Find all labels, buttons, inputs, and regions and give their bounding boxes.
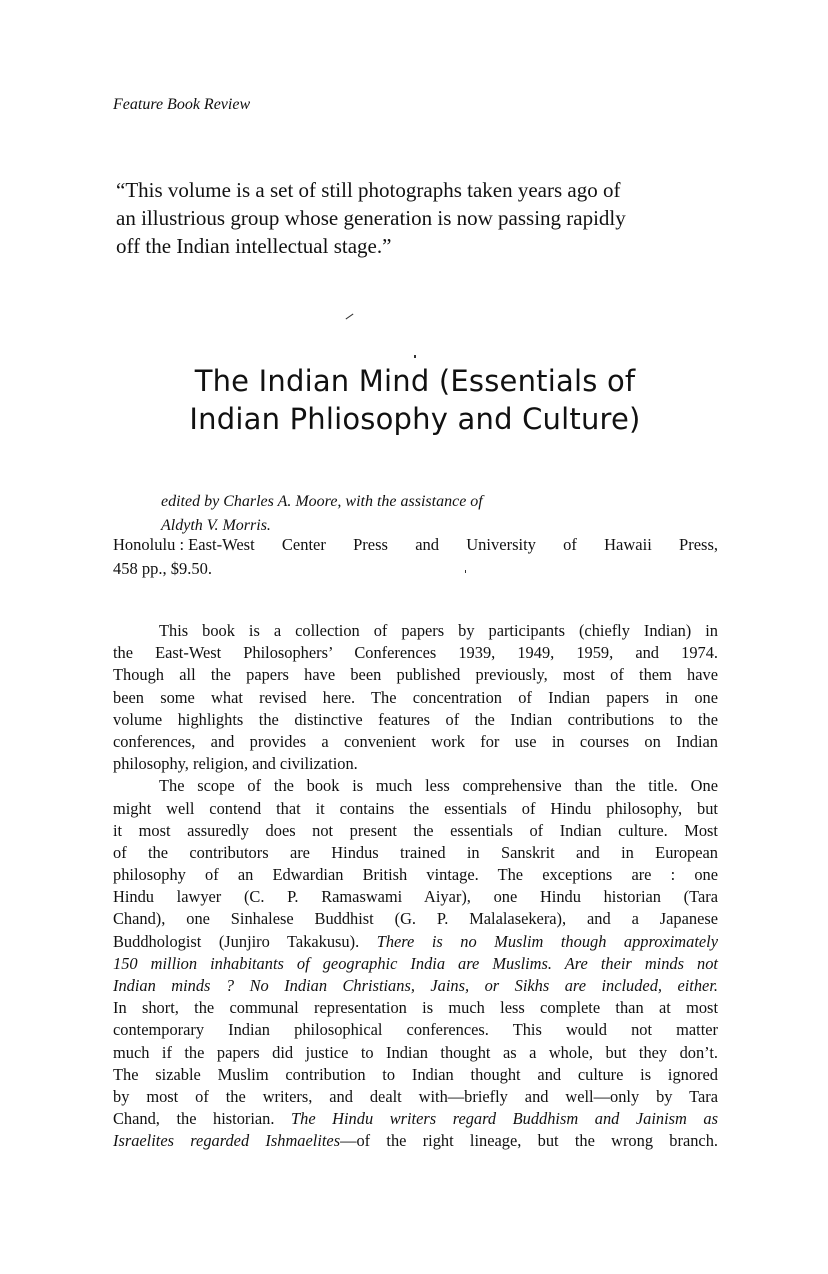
- section-label: Feature Book Review: [113, 96, 251, 113]
- review-line-text: Chand, the historian.: [113, 1109, 275, 1129]
- publisher-word: Center: [281, 535, 326, 554]
- review-line-text: Though all the papers have been published previously, most of them have: [113, 665, 718, 685]
- review-line-italic: There is no Muslim though approximately: [376, 931, 718, 951]
- review-line-italic: Israelites regarded Ishmaelites: [113, 1131, 341, 1151]
- publisher-word: and: [415, 535, 440, 554]
- publisher-line: [113, 533, 718, 557]
- book-title-line: The Indian Mind (Essentials of: [194, 364, 636, 398]
- review-line-italic: 150 million inhabitants of geographic India are Muslims. Are their minds not: [113, 953, 718, 973]
- review-line: [113, 908, 718, 930]
- review-line-text: much if the papers did justice to Indian thought as a whole, but they don’t.: [113, 1042, 718, 1062]
- review-line: [113, 953, 718, 975]
- review-line-text: the East-West Philosophers’ Conferences 1939, 1949, 1959, and 1974.: [113, 643, 718, 663]
- pull-quote-line: off the Indian intellectual stage.”: [116, 234, 392, 258]
- review-line-text: it most assuredly does not present the essentials of Indian culture. Most: [113, 820, 718, 840]
- review-line: [113, 842, 718, 864]
- pull-quote-line: an illustrious group whose generation is now passing rapidly: [116, 206, 626, 230]
- review-line: [113, 931, 718, 953]
- byline-line: edited by Charles A. Moore, with the assistance of: [161, 493, 483, 510]
- review-body: [113, 620, 718, 1153]
- review-line: [113, 687, 718, 709]
- review-line: [113, 709, 718, 731]
- review-line: [113, 775, 718, 797]
- review-line-text: of the contributors are Hindus trained in Sanskrit and in European: [113, 842, 718, 862]
- review-line: [113, 753, 718, 775]
- review-line-text: Buddhologist (Junjiro Takakusu).: [113, 931, 360, 951]
- review-line-text: philosophy, religion, and civilization.: [113, 754, 358, 774]
- review-line-text: In short, the communal representation is much less complete than at most: [113, 998, 718, 1018]
- review-line-text: been some what revised here. The concentration of Indian papers in one: [113, 687, 718, 707]
- review-line-text: conferences, and provides a convenient work for use in courses on Indian: [113, 731, 718, 751]
- review-line: [113, 864, 718, 886]
- book-title-line: Indian Phliosophy and Culture): [189, 402, 641, 436]
- review-line-text: volume highlights the distinctive features of the Indian contributions to the: [113, 709, 718, 729]
- review-line-text: The scope of the book is much less comprehensive than the title. One: [159, 776, 718, 796]
- review-line: [113, 1130, 718, 1152]
- review-line: [113, 820, 718, 842]
- review-line: [113, 1042, 718, 1064]
- review-line: [113, 1064, 718, 1086]
- review-line-text: Chand), one Sinhalese Buddhist (G. P. Malalasekera), and a Japanese: [113, 909, 718, 929]
- review-line: [113, 886, 718, 908]
- book-title: [150, 362, 680, 438]
- review-line: [113, 664, 718, 686]
- publisher-word: Press: [353, 535, 388, 554]
- review-line-text: philosophy of an Edwardian British vintage. The exceptions are : one: [113, 865, 718, 885]
- review-line-text: contemporary Indian philosophical conferences. This would not matter: [113, 1020, 718, 1040]
- review-line: [113, 642, 718, 664]
- review-line-text: Hindu lawyer (C. P. Ramaswami Aiyar), one Hindu historian (Tara: [113, 887, 718, 907]
- price-pages: 458 pp., $9.50.: [113, 559, 212, 578]
- publisher-word: Press,: [679, 535, 718, 554]
- book-byline: [161, 490, 483, 538]
- review-line: [113, 1086, 718, 1108]
- pull-quote: [116, 176, 726, 260]
- publisher-word: University: [466, 535, 536, 554]
- publisher-word: Honolulu : East-West: [113, 535, 255, 554]
- review-line-italic: The Hindu writers regard Buddhism and Jainism as: [291, 1109, 718, 1129]
- review-line-text: might well contend that it contains the essentials of Hindu philosophy, but: [113, 798, 718, 818]
- review-line-text: This book is a collection of papers by participants (chiefly Indian) in: [159, 621, 718, 640]
- review-line: [113, 1108, 718, 1130]
- review-line-italic: Indian minds ? No Indian Christians, Jains, or Sikhs are included, either.: [113, 976, 718, 995]
- review-line: [113, 975, 718, 997]
- review-line-text: —of the right lineage, but the wrong branch.: [340, 1131, 718, 1151]
- review-line: [113, 798, 718, 820]
- publisher-info: [113, 533, 718, 581]
- review-line: [113, 1019, 718, 1041]
- byline-line: Aldyth V. Morris.: [161, 517, 271, 534]
- scan-speck: [414, 355, 416, 358]
- scan-speck: [465, 570, 466, 573]
- publisher-word: Hawaii: [604, 535, 652, 554]
- review-line: [113, 731, 718, 753]
- scan-speck: [346, 314, 354, 320]
- review-line-text: The sizable Muslim contribution to Indian thought and culture is ignored: [113, 1064, 718, 1084]
- pull-quote-line: “This volume is a set of still photographs taken years ago of: [116, 178, 621, 202]
- review-line: [113, 620, 718, 642]
- publisher-word: of: [563, 535, 577, 554]
- review-line: [113, 997, 718, 1019]
- review-line-text: by most of the writers, and dealt with—briefly and well—only by Tara: [113, 1086, 718, 1106]
